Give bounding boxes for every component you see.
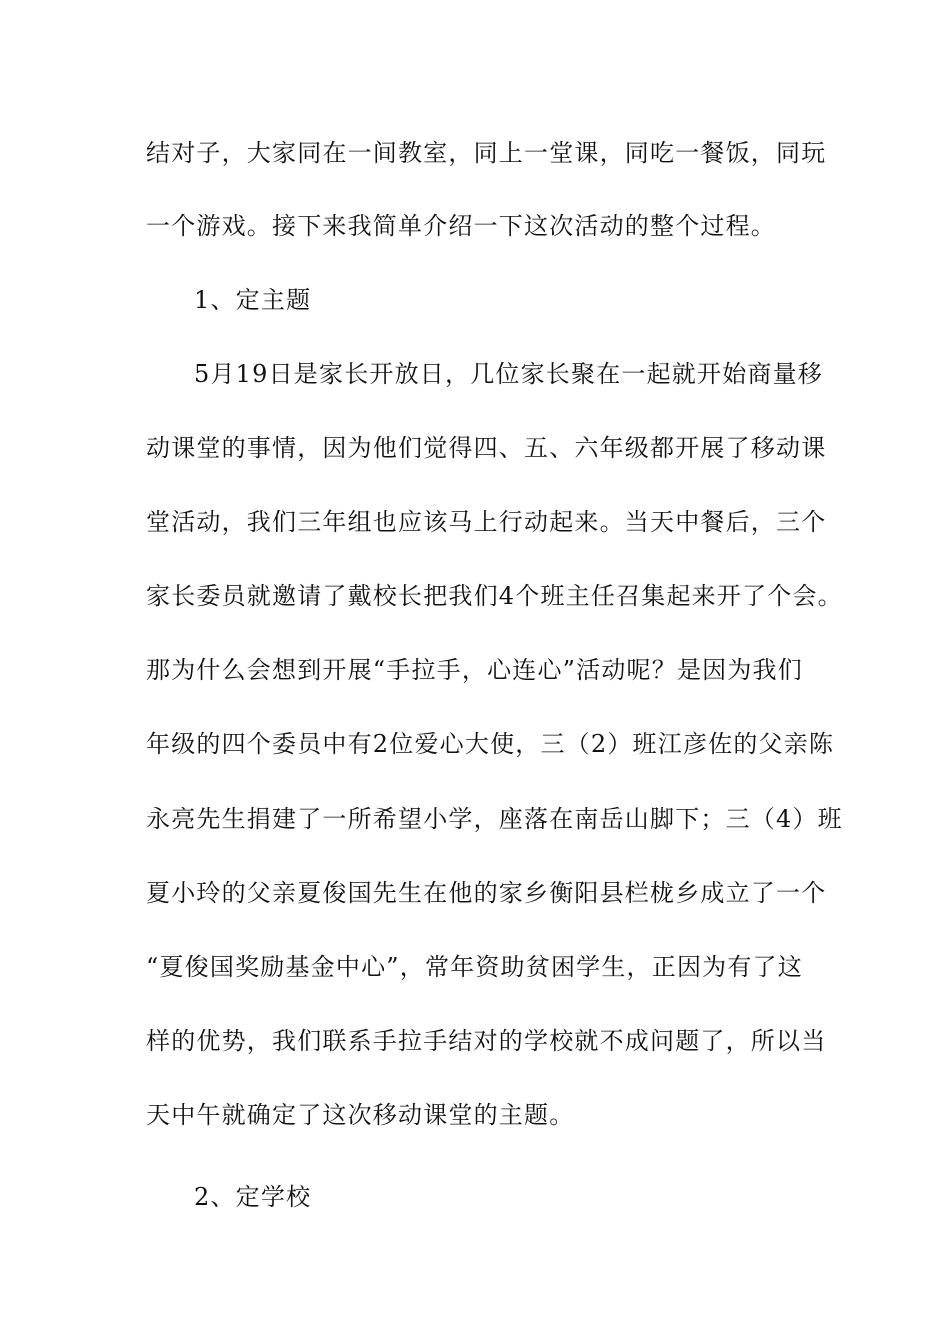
text-line-13: 样的优势，我们联系手拉手结对的学校就不成问题了，所以当: [146, 1027, 827, 1055]
text-line-2: 一个游戏。接下来我简单介绍一下这次活动的整个过程。: [146, 212, 776, 240]
text-line-4: 5月19日是家长开放日，几位家长聚在一起就开始商量移: [194, 360, 824, 388]
text-line-12: “夏俊国奖励基金中心”，常年资助贫困学生，正因为有了这: [146, 953, 803, 981]
text-line-9: 年级的四个委员中有2位爱心大使，三（2）班江彦佐的父亲陈: [146, 730, 835, 758]
text-line-8: 那为什么会想到开展“手拉手，心连心”活动呢？是因为我们: [146, 656, 803, 684]
text-line-1: 结对子，大家同在一间教室，同上一堂课，同吃一餐饭，同玩: [146, 139, 827, 167]
text-line-11: 夏小玲的父亲夏俊国先生在他的家乡衡阳县栏栊乡成立了一个: [146, 879, 827, 907]
text-line-10: 永亮先生捐建了一所希望小学，座落在南岳山脚下；三（4）班: [146, 805, 843, 833]
section-heading-1: 1、定主题: [194, 286, 312, 314]
text-line-5: 动课堂的事情，因为他们觉得四、五、六年级都开展了移动课: [146, 434, 827, 462]
text-line-14: 天中午就确定了这次移动课堂的主题。: [146, 1101, 575, 1129]
text-line-6: 堂活动，我们三年组也应该马上行动起来。当天中餐后，三个: [146, 508, 827, 536]
text-line-7: 家长委员就邀请了戴校长把我们4个班主任召集起来开了个会。: [146, 582, 843, 610]
section-heading-2: 2、定学校: [194, 1183, 312, 1211]
